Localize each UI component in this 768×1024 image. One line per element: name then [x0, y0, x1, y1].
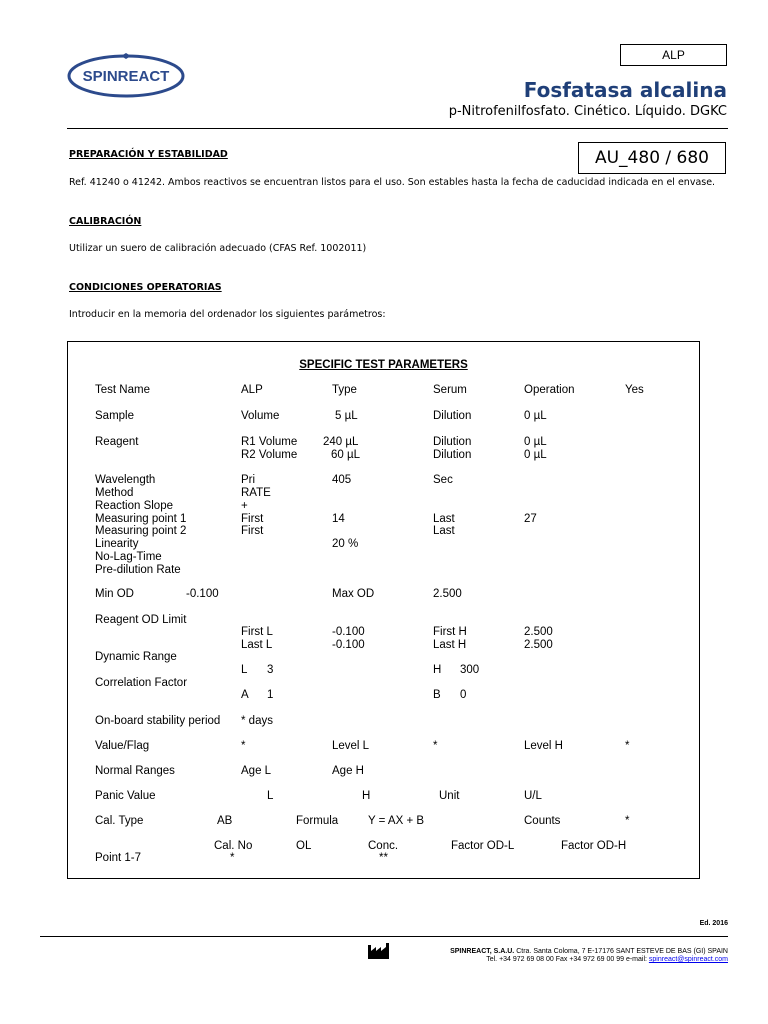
parameters-title: SPECIFIC TEST PARAMETERS: [299, 359, 468, 371]
param-value: AB: [217, 815, 233, 827]
param-label: Last: [433, 513, 455, 525]
param-label: Dilution: [433, 410, 472, 422]
edition-label: Ed. 2016: [699, 920, 728, 927]
param-label: Dilution: [433, 436, 472, 448]
param-label: Pre-dilution Rate: [95, 564, 181, 576]
param-value: 27: [524, 513, 537, 525]
section-heading-calibration: CALIBRACIÓN: [69, 216, 142, 227]
param-label: Max OD: [332, 588, 375, 600]
param-value: *: [625, 815, 630, 827]
param-label: First: [241, 525, 264, 537]
param-value: U/L: [524, 790, 542, 802]
param-value: -0.100: [186, 588, 219, 600]
param-value: 0 µL: [524, 449, 547, 461]
param-label: R2 Volume: [241, 449, 298, 461]
header-divider: [67, 128, 728, 129]
param-value: 300: [460, 664, 480, 676]
test-code-box: ALP: [620, 44, 727, 66]
param-label: B: [433, 689, 441, 701]
param-label: Panic Value: [95, 790, 156, 802]
param-value: 2.500: [524, 639, 553, 651]
param-label: Age H: [332, 765, 364, 777]
param-value: Y = AX + B: [368, 815, 425, 827]
section-text-operating-conditions: Introducir en la memoria del ordenador los siguientes parámetros:: [69, 309, 386, 320]
param-label: Test Name: [95, 384, 150, 396]
param-value: 240 µL: [323, 436, 359, 448]
param-label: On-board stability period: [95, 715, 221, 727]
param-label: OL: [296, 840, 312, 852]
param-value: 5 µL: [335, 410, 358, 422]
param-label: L: [267, 790, 274, 802]
param-label: Cal. Type: [95, 815, 144, 827]
company-contact: [486, 956, 728, 963]
email-link[interactable]: spinreact@spinreact.com: [648, 956, 728, 963]
param-value: 20 %: [332, 538, 359, 550]
document-title: Fosfatasa alcalina: [523, 78, 727, 102]
param-value: *: [625, 740, 630, 752]
param-label: First H: [433, 626, 467, 638]
param-label: R1 Volume: [241, 436, 298, 448]
contact-text: Tel. +34 972 69 08 00 Fax +34 972 69 00 99 e-mail:: [486, 956, 649, 963]
section-text-calibration: Utilizar un suero de calibración adecuado (CFAS Ref. 1002011): [69, 243, 367, 254]
param-value: * days: [241, 715, 273, 727]
param-value: 405: [332, 474, 352, 486]
param-label: Level H: [524, 740, 563, 752]
param-value: ALP: [241, 384, 263, 396]
param-label: Measuring point 2: [95, 525, 187, 537]
param-value: Serum: [433, 384, 467, 396]
address-text: Ctra. Santa Coloma, 7 E-17176 SANT ESTEVE DE BAS (GI) SPAIN: [516, 948, 728, 955]
footer-divider: [40, 936, 728, 937]
param-label: First: [241, 513, 264, 525]
param-label: Counts: [524, 815, 561, 827]
document-subtitle: p-Nitrofenilfosfato. Cinético. Líquido. DGKC: [448, 104, 727, 119]
param-value: 2.500: [524, 626, 553, 638]
param-value: Yes: [625, 384, 644, 396]
param-label: Dilution: [433, 449, 472, 461]
param-value: +: [241, 500, 248, 512]
param-label: Unit: [439, 790, 460, 802]
param-label: Min OD: [95, 588, 134, 600]
analyzer-box: AU_480 / 680: [578, 142, 726, 174]
param-label: Last L: [241, 639, 273, 651]
param-label: Correlation Factor: [95, 677, 188, 689]
param-value: *: [230, 852, 235, 864]
param-label: Last H: [433, 639, 467, 651]
param-value: *: [433, 740, 438, 752]
param-label: Formula: [296, 815, 339, 827]
param-label: Normal Ranges: [95, 765, 175, 777]
param-label: Age L: [241, 765, 272, 777]
param-value: 0 µL: [524, 410, 547, 422]
param-label: Conc.: [368, 840, 399, 852]
param-label: H: [433, 664, 442, 676]
company-address: [450, 948, 728, 955]
param-label: Dynamic Range: [95, 651, 177, 663]
section-text-preparation: Ref. 41240 o 41242. Ambos reactivos se encuentran listos para el uso. Son estables hasta la fecha de caducidad indicada en el envase.: [69, 177, 716, 188]
param-label: Factor OD-H: [561, 840, 627, 852]
param-value: 3: [267, 664, 274, 676]
param-value: 1: [267, 689, 274, 701]
param-label: Pri: [241, 474, 256, 486]
param-label: Cal. No: [214, 840, 253, 852]
section-heading-preparation: PREPARACIÓN Y ESTABILIDAD: [69, 149, 228, 160]
specific-test-parameters-box: [67, 341, 700, 879]
param-label: Method: [95, 487, 134, 499]
param-label: First L: [241, 626, 273, 638]
param-label: Value/Flag: [95, 740, 150, 752]
param-label: Wavelength: [95, 474, 156, 486]
param-value: -0.100: [332, 626, 365, 638]
param-label: Reaction Slope: [95, 500, 173, 512]
param-label: Sample: [95, 410, 134, 422]
param-label: Sec: [433, 474, 453, 486]
param-label: Factor OD-L: [451, 840, 515, 852]
param-label: H: [362, 790, 371, 802]
param-value: 2.500: [433, 588, 462, 600]
param-label: Last: [433, 525, 455, 537]
company-name: SPINREACT, S.A.U.: [450, 948, 515, 955]
param-value: 0 µL: [524, 436, 547, 448]
param-value: RATE: [241, 487, 271, 499]
factory-icon: [368, 943, 390, 959]
param-label: Linearity: [95, 538, 139, 550]
param-label: Level L: [332, 740, 370, 752]
section-heading-operating-conditions: CONDICIONES OPERATORIAS: [69, 282, 222, 293]
param-value: **: [379, 852, 388, 864]
param-label: No-Lag-Time: [95, 551, 162, 563]
param-label: Reagent: [95, 436, 139, 448]
logo-text: SPINREACT: [82, 68, 170, 85]
param-value: 60 µL: [331, 449, 361, 461]
param-label: L: [241, 664, 248, 676]
param-label: Measuring point 1: [95, 513, 187, 525]
param-label: A: [241, 689, 249, 701]
param-label: Type: [332, 384, 357, 396]
param-value: 14: [332, 513, 345, 525]
param-label: Operation: [524, 384, 575, 396]
param-value: -0.100: [332, 639, 365, 651]
param-label: Point 1-7: [95, 852, 142, 864]
param-label: Volume: [241, 410, 280, 422]
spinreact-logo: [66, 53, 186, 99]
param-value: *: [241, 740, 246, 752]
param-label: Reagent OD Limit: [95, 614, 187, 626]
param-value: 0: [460, 689, 467, 701]
